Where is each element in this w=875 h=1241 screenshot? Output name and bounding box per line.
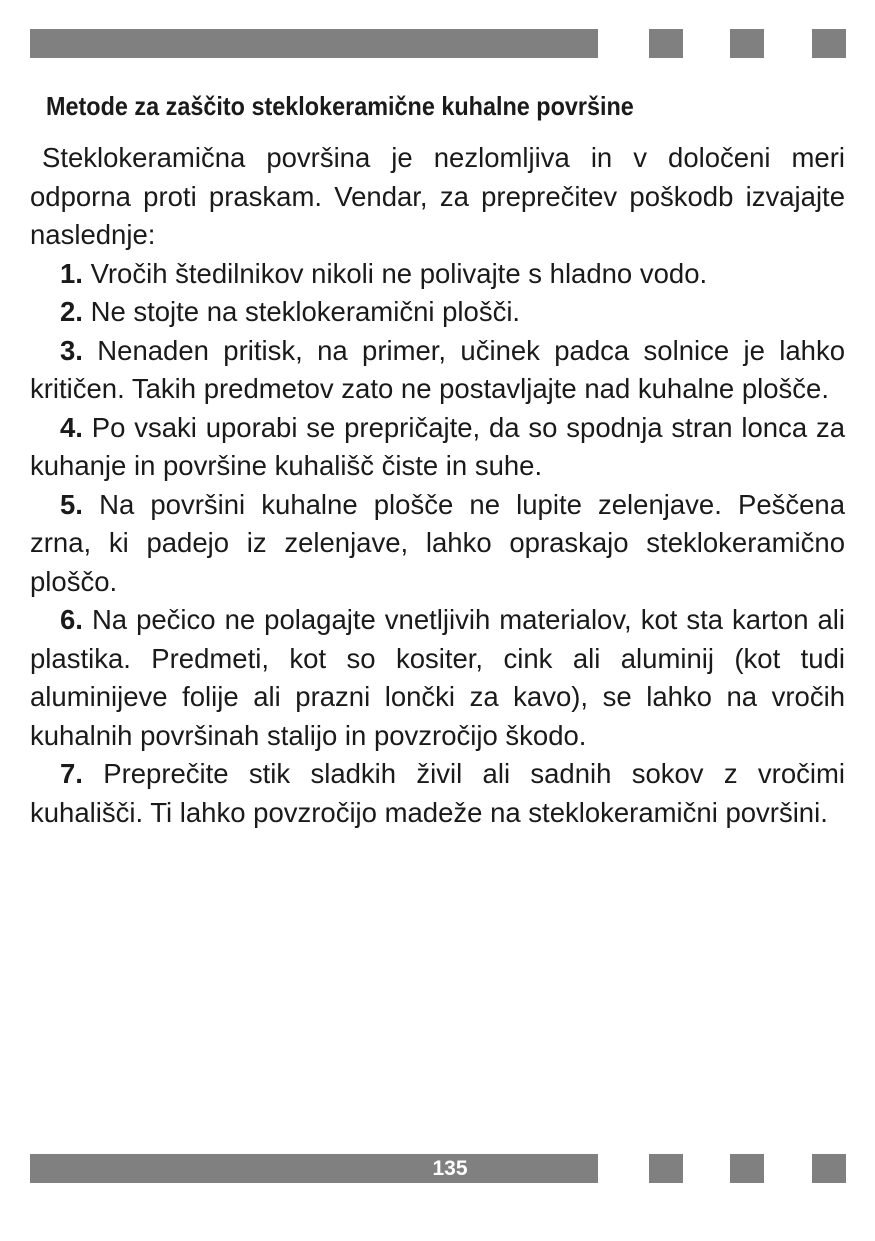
item-text: Na površini kuhalne plošče ne lupite zelenjave. Peščena zrna, ki padejo iz zelenjave, lahko opraskajo steklokeramično ploščo. [30,488,846,597]
header-bar [30,29,598,58]
item-text: Po vsaki uporabi se prepričajte, da so spodnja stran lonca za kuhanje in površine kuhališč čiste in suhe. [30,411,845,481]
item-text: Preprečite stik sladkih živil ali sadnih sokov z vročimi kuhališči. Ti lahko povzročijo madeže na steklokeramični površini. [30,758,846,828]
item-number: 7. [60,758,83,789]
item-text: Ne stojte na steklokeramični plošči. [90,296,521,327]
footer-square [649,1154,683,1183]
footer-square [812,1154,846,1183]
item-text: Vročih štedilnikov nikoli ne polivajte s hladno vodo. [90,257,708,289]
content-body [30,139,845,832]
page-number: 135 [432,1157,468,1180]
list-item [30,409,845,486]
item-text: Na pečico ne polagajte vnetljivih materialov, kot sta karton ali plastika. Predmeti, kot so kositer, cink ali aluminij (kot tudi aluminijeve folije ali prazni lončki za kavo), se lahko na vročih kuhalnih površinah stalijo in povzročijo škodo. [30,604,845,751]
item-number: 1. [60,257,83,289]
header-square [812,29,846,58]
section-title: Metode za zaščito steklokeramične kuhalne površine [46,91,634,121]
item-number: 5. [60,488,83,520]
item-number: 4. [60,411,83,443]
list-item [30,755,845,832]
item-number: 3. [60,334,83,366]
footer-square [730,1154,764,1183]
list-item [30,486,845,602]
intro-paragraph: Steklokeramična površina je nezlomljiva in v določeni meri odporna proti praskam. Vendar, za preprečitev poškodb izvajajte naslednje: [30,142,845,250]
list-item [30,332,845,409]
list-item [30,601,845,755]
item-text: Nenaden pritisk, na primer, učinek padca solnice je lahko kritičen. Takih predmetov zato ne postavljajte nad kuhalne plošče. [30,334,846,404]
item-number: 6. [60,604,83,635]
list-item [30,255,845,294]
header-square [649,29,683,58]
header-square [730,29,764,58]
item-number: 2. [60,296,83,327]
list-item [30,293,845,332]
